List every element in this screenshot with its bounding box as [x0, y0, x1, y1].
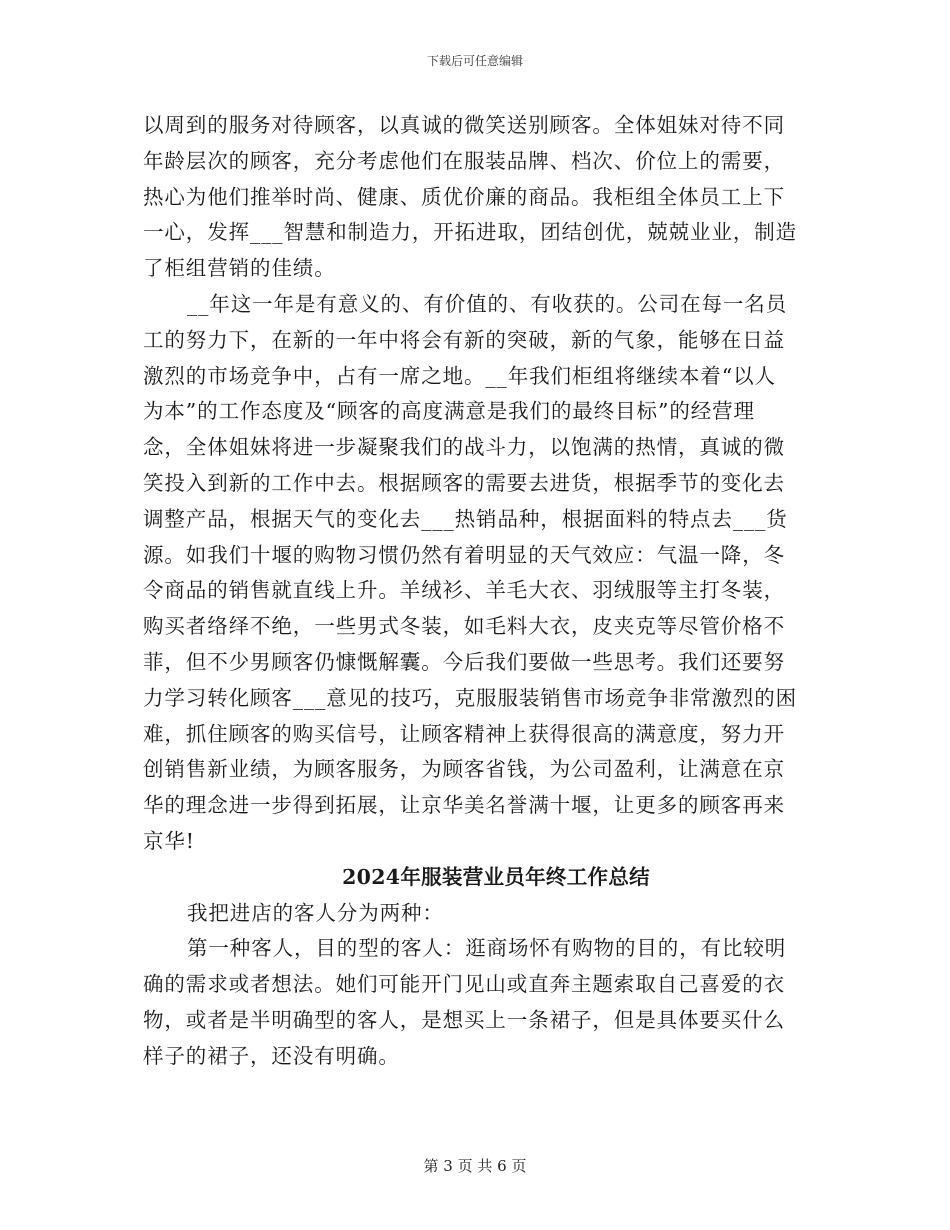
- paragraph-line: 确的需求或者想法。她们可能开门见山或直奔主题索取自己喜爱的衣: [143, 972, 785, 997]
- paragraph-line: 为本”的工作态度及“顾客的高度满意是我们的最终目标”的经营理: [143, 399, 755, 424]
- paragraph-line: 热心为他们推举时尚、健康、质优价廉的商品。我柜组全体员工上下: [143, 184, 785, 209]
- document-body: [143, 108, 805, 1075]
- paragraph-line: 念，全体姐妹将进一步凝聚我们的战斗力，以饱满的热情，真诚的微: [143, 435, 785, 460]
- paragraph-line: 我把进店的客人分为两种：: [187, 900, 444, 925]
- paragraph-line: 工的努力下，在新的一年中将会有新的突破，新的气象，能够在日益: [143, 327, 785, 352]
- paragraph-line: 一心，发挥___智慧和制造力，开拓进取，团结创优，兢兢业业，制造: [143, 220, 798, 245]
- paragraph-line: __年这一年是有意义的、有价值的、有收获的。公司在每一名员: [187, 291, 788, 316]
- paragraph-line: 激烈的市场竞争中，占有一席之地。__年我们柜组将继续本着“以人: [143, 363, 776, 388]
- paragraph-line: 源。如我们十堰的购物习惯仍然有着明显的天气效应：气温一降，冬: [143, 542, 785, 567]
- paragraph-line: 力学习转化顾客___意见的技巧，克服服装销售市场竞争非常激烈的困: [143, 685, 798, 710]
- paragraph-line: 样子的裙子，还没有明确。: [143, 1043, 400, 1068]
- paragraph-line: 购买者络绎不绝，一些男式冬装，如毛料大衣，皮夹克等尽管价格不: [143, 614, 785, 639]
- paragraph-line: 了柜组营销的佳绩。: [143, 256, 336, 281]
- paragraph-line: 笑投入到新的工作中去。根据顾客的需要去进货，根据季节的变化去: [143, 470, 785, 495]
- page-footer: 第 3 页 共 6 页: [423, 1157, 527, 1175]
- paragraph-line: 创销售新业绩，为顾客服务，为顾客省钱，为公司盈利，让满意在京: [143, 757, 785, 782]
- paragraph-line: 京华!: [143, 828, 195, 853]
- paragraph-line: 调整产品，根据天气的变化去___热销品种，根据面料的特点去___货: [143, 506, 788, 531]
- paragraph-line: 令商品的销售就直线上升。羊绒衫、羊毛大衣、羽绒服等主打冬装，: [143, 578, 785, 603]
- paragraph-line: 第一种客人，目的型的客人：逛商场怀有购物的目的，有比较明: [187, 936, 787, 961]
- paragraph-line: 菲，但不少男顾客仍慷慨解囊。今后我们要做一些思考。我们还要努: [143, 649, 785, 674]
- paragraph-line: 以周到的服务对待顾客，以真诚的微笑送别顾客。全体姐妹对待不同: [143, 113, 785, 137]
- section-title: 2024年服装营业员年终工作总结: [342, 864, 650, 889]
- paragraph-line: 华的理念进一步得到拓展，让京华美名誉满十堰，让更多的顾客再来: [143, 793, 785, 818]
- paragraph-line: 物，或者是半明确型的客人，是想买上一条裙子，但是具体要买什么: [143, 1007, 785, 1032]
- paragraph-line: 难，抓住顾客的购买信号，让顾客精神上获得很高的满意度，努力开: [143, 721, 785, 746]
- paragraph-line: 年龄层次的顾客，充分考虑他们在服装品牌、档次、价位上的需要，: [143, 148, 785, 173]
- page-header: 下载后可任意编辑: [426, 54, 523, 68]
